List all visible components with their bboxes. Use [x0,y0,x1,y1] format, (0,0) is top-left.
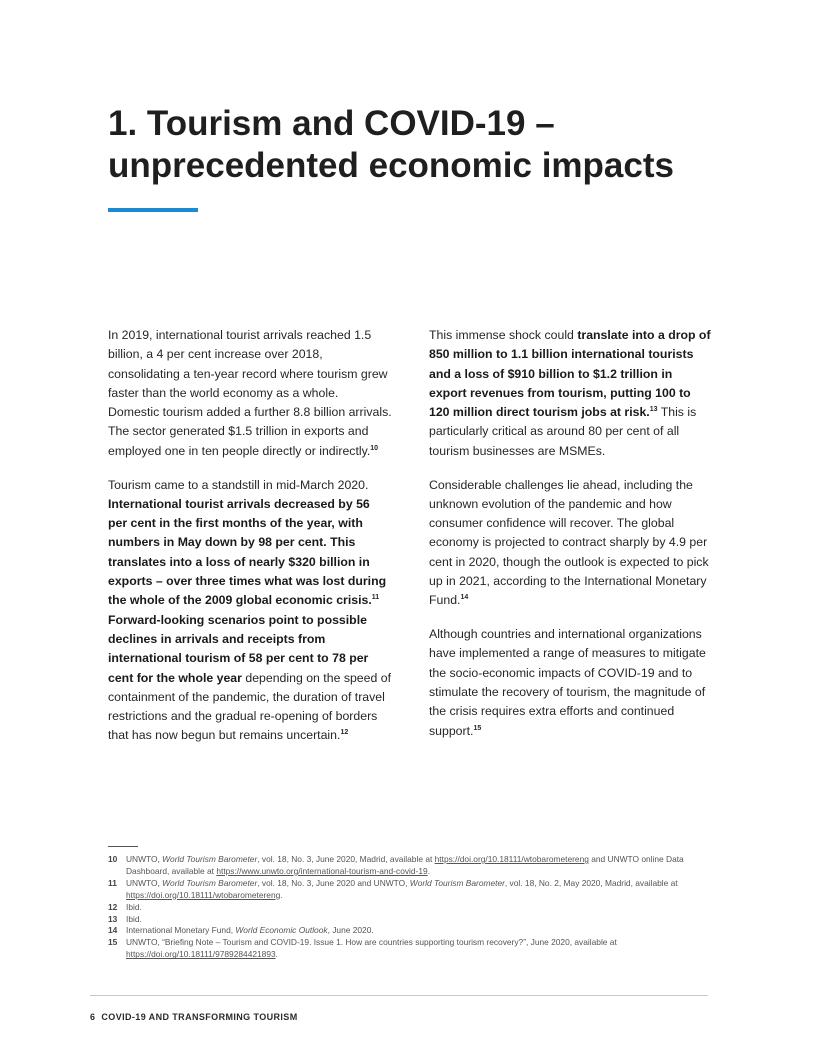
title-accent-bar [108,208,198,212]
paragraph-arrivals-2019: In 2019, international tourist arrivals reached 1.5 billion, a 4 per cent increase over 2018, consolidating a ten-year record where tourism grew faster than the world economy as a whole. Domestic tourism added a further 8.8 billion arrivals. The sector generated $1.5 trillion in exports and employed one in ten people directly or indirectly.$^{10}$ [108,328,392,458]
footnote-ref-15[interactable]: 15 [473,724,482,732]
footnote-15: 15 UNWTO, “Briefing Note – Tourism and COVID-19. Issue 1. How are countries supporting tourism recovery?”, June 2020, available at https://doi.org/10.18111/9789284421893. [108,937,617,960]
footnote-ref-12[interactable]: 12 [340,729,349,737]
page-number: 6 [90,1012,96,1022]
left-column [108,326,392,760]
footnotes [108,854,718,961]
paragraph-immense-shock: This immense shock could translate into a drop of 850 million to 1.1 billion international tourists and a loss of $910 billion to $1.2 trillion in export revenues from tourism, putting 100 to 120 million direct tourism jobs at risk.$^{13}$ This is particularly critical as around 80 per cent of all tourism businesses are MSMEs. [429,328,711,458]
footnote-ref-10[interactable]: 10 [370,444,379,452]
paragraph-measures: Although countries and international organizations have implemented a range of measures to mitigate the socio-economic impacts of COVID-19 and to stimulate the recovery of tourism, the magnitude of the crisis requires extra efforts and continued support.$^{15}$ [429,627,706,738]
footnote-link[interactable]: https://www.unwto.org/international-tourism-and-covid-19 [216,865,428,876]
footnote-link[interactable]: https://doi.org/10.18111/wtobarometereng [434,854,589,864]
footnote-ref-14[interactable]: 14 [460,594,469,602]
running-title: COVID-19 AND TRANSFORMING TOURISM [101,1012,298,1022]
title-line-2: unprecedented economic impacts [108,146,674,185]
footnote-10: 10 UNWTO, World Tourism Barometer, vol. 18, No. 3, June 2020, Madrid, available at https://doi.org/10.18111/wtobarometereng and UNWTO online Data Dashboard, available at https://www.unwto.org/international-tourism-and-covid-19. [108,854,684,876]
footnote-link[interactable]: https://doi.org/10.18111/9789284421893 [126,949,276,960]
paragraph-challenges: Considerable challenges lie ahead, including the unknown evolution of the pandemic and how consumer confidence will recover. The global economy is projected to contract sharply by 4.9 per cent in 2020, though the outlook is expected to pick up in 2021, according to the International Monetary Fund.$^{14}$ [429,477,709,608]
page-footer [90,1012,298,1022]
right-column [429,326,713,755]
footer-divider [90,995,708,996]
footnote-divider [108,846,138,847]
footnote-13: 13 Ibid. [108,913,142,924]
footnote-link[interactable]: https://doi.org/10.18111/wtobarometereng [126,889,281,900]
footnote-11: 11 UNWTO, World Tourism Barometer, vol. 18, No. 3, June 2020 and UNWTO, World Tourism Barometer, vol. 18, No. 2, May 2020, Madrid, available at https://doi.org/10.18111/wtobarometereng. [108,877,678,900]
footnote-14: 14 International Monetary Fund, World Economic Outlook, June 2020. [108,925,374,936]
footnote-ref-11[interactable]: 11 [371,594,380,602]
title-line-1: 1. Tourism and COVID-19 – [108,104,555,143]
footnote-12: 12 Ibid. [108,901,142,912]
paragraph-standstill: Tourism came to a standstill in mid-March 2020. International tourist arrivals decreased by 56 per cent in the first months of the year, with numbers in May down by 98 per cent. This translates into a loss of nearly $320 billion in exports – over three times what was lost during the whole of the 2009 global economic crisis.$^{11}$ Forward-looking scenarios point to possible declines in arrivals and receipts from international tourism of 58 per cent to 78 per cent for the whole year depending on the speed of containment of the pandemic, the duration of travel restrictions and the gradual re-opening of borders that has now begun but remains uncertain.$^{12}$ [108,477,391,743]
page-title [108,103,748,187]
footnote-ref-13[interactable]: 13 [649,406,658,414]
